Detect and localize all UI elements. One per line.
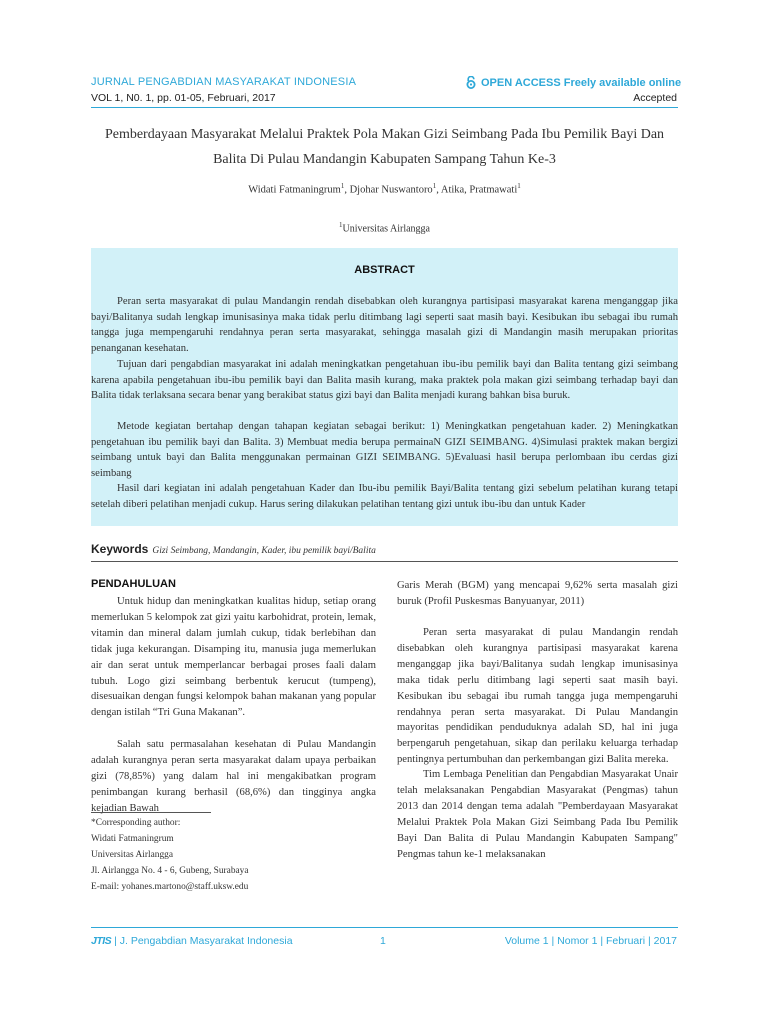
affiliation-name: Universitas Airlangga xyxy=(342,223,430,235)
affiliation xyxy=(91,221,678,234)
status-label: Accepted xyxy=(633,92,677,104)
open-access-badge xyxy=(466,76,681,89)
keywords-divider xyxy=(91,561,678,562)
abstract-heading: ABSTRACT xyxy=(354,264,415,276)
author-affil-sup: 1 xyxy=(340,182,345,190)
journal-name: JURNAL PENGABDIAN MASYARAKAT INDONESIA xyxy=(91,76,357,88)
body-paragraph: Salah satu permasalahan kesehatan di Pulau Mandangin adalah kurangnya peran serta masyarakat dalam upaya perbaikan gizi (78,85%) yang dalam hal ini mengakibatkan program penimbangan kurang berhasil (68,6%) dan tingginya angka kejadian Bawah xyxy=(91,739,376,814)
footnote-email: E-mail: yohanes.martono@staff.uksw.edu xyxy=(91,882,249,892)
paper-title: Pemberdayaan Masyarakat Melalui Praktek Pola Makan Gizi Seimbang Pada Ibu Pemilik Bayi Dan Balita Di Pulau Mandangin Kabupaten Sampang Tahun Ke-3 xyxy=(104,127,665,167)
body-paragraph: Tim Lembaga Penelitian dan Pengabdian Masyarakat Unair telah melaksanakan Pengabdian Masyarakat (Pengmas) tahun 2013 dan 2014 dengan tema adalah "Pemberdayaan Masyarakat Melalui Praktek Pola Makan Gizi Seimbang Pada Ibu Pemilik Bayi Dan Balita di Pulau Mandangin Kabupaten Sampang" Pengmas tahun ke-1 melaksanakan xyxy=(397,769,678,860)
footnote-corresponding: *Corresponding author: xyxy=(91,818,181,828)
header-divider xyxy=(91,107,678,108)
keywords xyxy=(91,542,376,556)
keywords-label: Keywords xyxy=(91,542,149,556)
open-access-label: OPEN ACCESS Freely available online xyxy=(481,76,682,89)
abstract-paragraph: Peran serta masyarakat di pulau Mandangin rendah disebabkan oleh kurangnya partisipasi masyarakat karena menganggap jika bayi/Balitanya sudah lengkap imunisasinya maka tidak perlu ditimbang lagi seperti saat masih bayi. Kesibukan ibu sebagai ibu rumah tangga juga mempengaruhi rendahnya peran serta masyarakat, sehingga masalah gizi di Mandangin masih merupakan prioritas penanganan kesehatan. xyxy=(91,296,678,354)
volume-info: VOL 1, N0. 1, pp. 01-05, Februari, 2017 xyxy=(91,92,276,104)
footnote-author: Widati Fatmaningrum xyxy=(91,834,174,844)
abstract-paragraph: Tujuan dari pengabdian masyarakat ini adalah meningkatkan pengetahuan ibu-ibu pemilik bayi dan Balita tentang gizi seimbang karena apabila pengetahuan ibu-ibu pemilik bayi dan Balita masih kurang, maka praktek pola makan gizi seimbang terhadap bayi dan Balita tidak terlaksana secara benar yang berakibat status gizi bayi dan Balita menjadi kurang bahkan bisa buruk. xyxy=(91,359,678,402)
body-paragraph: Peran serta masyarakat di pulau Mandangin rendah disebabkan oleh kurangnya partisipasi masyarakat karena menganggap jika bayi/Balitanya sudah lengkap imunisasinya maka tidak perlu ditimbang lagi seperti saat masih bayi. Kesibukan ibu sebagai ibu rumah tangga juga mempengaruhi rendahnya peran serta masyarakat. Di Pulau Mandangin mayoritas pendidikan penduduknya adalah SD, hal ini juga berpengaruh pengetahuan, sikap dan perilaku keluarga terhadap pentingnya pertumbuhan dan perkembangan gizi Balita mereka. xyxy=(397,627,678,766)
author-name: , Atika, Pratmawati xyxy=(436,184,518,196)
affiliation-sup: 1 xyxy=(339,221,343,229)
page-number: 1 xyxy=(380,935,386,947)
keywords-values: Gizi Seimbang, Mandangin, Kader, ibu pemilik bayi/Balita xyxy=(152,546,376,556)
body-paragraph: Untuk hidup dan meningkatkan kualitas hidup, setiap orang memerlukan 5 kelompok zat gizi yaitu karbohidrat, protein, lemak, vitamin dan mineral dalam jumlah cukup, tidak berlebihan dan tidak juga kekurangan. Disamping itu, manusia juga memerlukan air dan serat untuk memperlancar berbagai proses faali dalam tubuh. Logo gizi seimbang berbentuk kerucut (tumpeng), disesuaikan dengan fungsi kelompok bahan makanan yang popular dengan istilah “Tri Guna Makanan”. xyxy=(91,596,376,719)
open-access-lock-icon xyxy=(466,76,476,89)
author-name: , Djohar Nuswantoro xyxy=(344,184,433,196)
footnote-divider xyxy=(91,812,211,813)
journal-logo: JTIS xyxy=(91,935,112,947)
footer-journal-name: | J. Pengabdian Masyarakat Indonesia xyxy=(114,935,293,947)
body-paragraph: Garis Merah (BGM) yang mencapai 9,62% serta masalah gizi buruk (Profil Puskesmas Banyuanyar, 2011) xyxy=(397,580,678,607)
author-affil-sup: 1 xyxy=(517,182,521,190)
footer-divider xyxy=(91,927,678,928)
section-heading: PENDAHULUAN xyxy=(91,578,176,590)
footer-issue: Volume 1 | Nomor 1 | Februari | 2017 xyxy=(504,935,677,947)
author-list xyxy=(91,182,678,196)
footer-journal xyxy=(91,935,293,947)
abstract-paragraph: Hasil dari kegiatan ini adalah pengetahuan Kader dan Ibu-ibu pemilik Bayi/Balita tentang gizi sebelum pelatihan kurang tetapi setelah diberi pelatihan menjadi cukup. Harus sering dilakukan pelatihan tentang gizi untuk ibu-ibu dan untuk Kader xyxy=(91,483,678,510)
footnote-institution: Universitas Airlangga xyxy=(91,850,174,860)
author-name: Widati Fatmaningrum xyxy=(248,184,341,196)
author-affil-sup: 1 xyxy=(432,182,437,190)
abstract-paragraph: Metode kegiatan bertahap dengan tahapan kegiatan sebagai berikut: 1) Meningkatkan pengetahuan kader. 2) Meningkatkan pengetahuan ibu pemilik bayi dan Balita. 3) Membuat media berupa permainaN GIZI SEIMBANG. 4)Simulasi praktek makan bergizi seimbang untuk bayi dan Balita menggunakan permainan GIZI SEIMBANG. 5)Evaluasi hasil berupa perlombaan ibu cerdas gizi seimbang xyxy=(91,421,678,479)
footnote-address: Jl. Airlangga No. 4 - 6, Gubeng, Surabaya xyxy=(91,866,249,876)
